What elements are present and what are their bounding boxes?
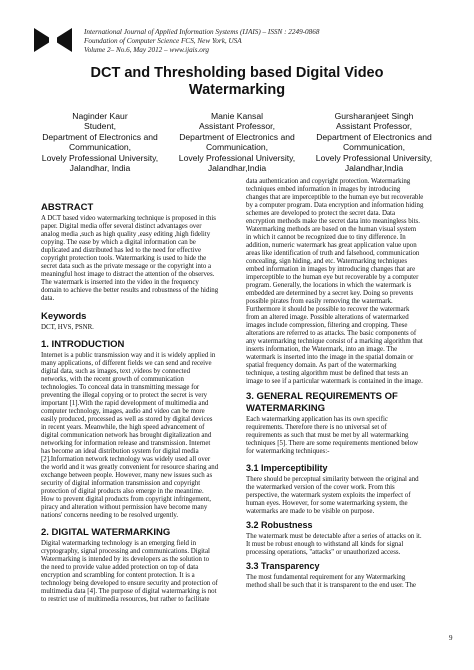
text-line: duplicated and distributed has led to the need for effective [41, 247, 202, 254]
abstract-text [41, 215, 235, 303]
robustness-heading: 3.2 Robustness [246, 520, 313, 530]
introduction-text [41, 352, 235, 520]
text-line: analog media ,such as high quality ,easy editing ,high fidelity [41, 231, 211, 238]
text-line: easily produced, processed as well as stored by digital devices [41, 416, 213, 423]
text-line: There should be perceptual similarity between the original and [246, 476, 419, 483]
right-column [246, 178, 439, 590]
text-line: Watermarking is intended by its developers as the solution to [41, 556, 210, 563]
text-line: The most fundamental requirement for any Watermarking [246, 574, 406, 581]
text-line: computer technology, images, audio and video can be more [41, 408, 205, 415]
journal-header [84, 28, 319, 55]
text-line: networks, with the recent growth of communication [41, 376, 184, 383]
text-line: cryptography, signal processing and communications. Digital [41, 548, 210, 555]
text-line: data. [41, 295, 55, 302]
text-line: for watermarking techniques:- [246, 448, 330, 455]
text-line: security of digital information transmission and copyright [41, 480, 201, 487]
author-affiliation: Lovely Professional University, [178, 152, 296, 163]
left-column [41, 202, 235, 604]
page-number: 9 [449, 634, 453, 642]
text-line: changes that are imperceptible to the human eye but recoverable [246, 194, 424, 201]
author-name: Gursharanjeet Singh [334, 111, 414, 121]
digital-watermarking-text [41, 540, 235, 604]
text-line: A DCT based video watermarking technique is proposed in this [41, 215, 216, 222]
text-line: watermark is inserted into the image in the spatial domain or [246, 354, 414, 361]
text-line: protection of digital products also emerge in the meantime. [41, 488, 204, 495]
text-line: embed information in images by introducing changes that are [246, 266, 416, 273]
text-line: many applications, of different fields we can send and receive [41, 360, 212, 367]
introduction-heading: 1. INTRODUCTION [41, 339, 125, 350]
text-line: technologies. To conceal data in transmitting message for [41, 384, 200, 391]
text-line: requirements. Therefore there is no universal set of [246, 424, 387, 431]
text-line: Watermarking methods are based on the human visual system [246, 226, 417, 233]
text-line: requirements as such that must be met by all watermarking [246, 432, 409, 439]
watermarking-continued-text [246, 178, 439, 386]
text-line: It must be robust enough to withstand all kinds for signal [246, 541, 404, 548]
text-line: techniques embed information in images by introducing [246, 186, 401, 193]
text-line: encryption and scrambling for content protection. It is a [41, 572, 195, 579]
text-line: Each watermarking application has its own specific [246, 416, 388, 423]
text-line: nations' concerns needing to be resolved urgently. [41, 512, 179, 519]
text-line: digital communication network has brought digitalization and [41, 432, 212, 439]
text-line: piracy and alteration without permission have become many [41, 504, 208, 511]
text-line: schemes are developed to protect the secret data. Data [246, 210, 396, 217]
text-line: the watermarked version of the cover work. From this [246, 484, 395, 491]
journal-publisher: Foundation of Computer Science FCS, New York, USA [84, 37, 242, 45]
journal-name: International Journal of Applied Information Systems (IJAIS) – ISSN : 2249-0868 [84, 28, 320, 36]
text-line: to restrict use of multimedia resources, but rather to facilitate [41, 596, 210, 603]
digital-watermarking-heading: 2. DIGITAL WATERMARKING [41, 527, 171, 538]
text-line: imperceptible to the human eye but recoverable by a computer [246, 274, 419, 281]
text-line: preventing the illegal copying or to protect the secret is very [41, 392, 208, 399]
general-requirements-text [246, 416, 439, 456]
author-block: Gursharanjeet Singh Assistant Professor, Department of Electronics and Communication, Lovely Professional University, Jalandhar,India [304, 111, 444, 173]
text-line: perspective, the watermark system exploits the imperfect of [246, 492, 411, 499]
text-line: method shall be such that it is transparent to the end user. The [246, 582, 416, 589]
text-line: important [1].With the rapid development of multimedia and [41, 400, 209, 407]
text-line: domain to achieve the better results and robustness of the hiding [41, 287, 219, 294]
author-role: Student, [83, 121, 116, 132]
text-line: images include compression, filtering and cropping. These [246, 322, 408, 329]
text-line: alterations are referred to as attacks. The basic components of [246, 330, 417, 337]
keywords-text: DCT, HVS, PSNR. [41, 324, 94, 331]
author-name: Manie Kansal [210, 111, 264, 121]
paper-title: DCT and Thresholding based Digital Video Watermarking [90, 65, 384, 98]
text-line: techniques [5]. There are some requirements mentioned below [246, 440, 419, 447]
journal-logo [34, 28, 72, 52]
text-line: [2].Information network technology was widely used all over [41, 456, 211, 463]
text-line: areas like identification of truth and falsehood, communication [246, 250, 420, 257]
author-block: Naginder Kaur Student, Department of Electronics and Communication, Lovely Professional University, Jalandhar, India [30, 111, 170, 173]
journal-volume: Volume 2– No.6, May 2012 – www.ijais.org [84, 46, 209, 54]
text-line: has become an ideal distribution system for digital media [41, 448, 199, 455]
text-line: program. Generally, the locations in which the watermark is [246, 282, 412, 289]
text-line: encryption methods make the secret data into meaningless bits. [246, 218, 420, 225]
text-line: in recent years. Meanwhile, the high speed advancement of [41, 424, 205, 431]
text-line: from an altered image. Possible alterations of watermarked [246, 314, 409, 321]
text-line: addition, numeric watermark has great application value upon [246, 242, 417, 249]
text-line: human eyes. However, for some watermarking system, the [246, 500, 408, 507]
author-block: Manie Kansal Assistant Professor, Department of Electronics and Communication, Lovely Professional University, Jalandhar,India [167, 111, 307, 173]
abstract-heading: ABSTRACT [41, 202, 94, 213]
transparency-text [246, 574, 439, 590]
text-line: paper. Digital media offer several distinct advantages over [41, 223, 202, 230]
text-line: The watermark is inserted into the video in the frequency [41, 279, 199, 286]
text-line: multimedia data [4]. The purpose of digital watermarking is not [41, 588, 217, 595]
text-line: any watermarking technique consist of a marking algorithm that [246, 338, 423, 345]
text-line: possible pirates from easily removing the watermark. [246, 298, 393, 305]
author-role: Assistant Professor, [336, 121, 412, 132]
text-line: technology being developed to ensure security and protection of [41, 580, 218, 587]
author-affiliation: Lovely Professional University, [41, 152, 159, 163]
author-role: Assistant Professor, [199, 121, 275, 132]
text-line: meaningful host image to distract the attention of the observes. [41, 271, 215, 278]
robustness-text [246, 533, 439, 557]
text-line: the world and it was greatly convenient for resource sharing and [41, 464, 219, 471]
text-line: exchange between people. However, many new issues such as [41, 472, 213, 479]
author-affiliation: Lovely Professional University, [315, 152, 433, 163]
text-line: data authentication and copyright protection. Watermarking [246, 178, 411, 185]
text-line: spatial frequency domain. As part of the watermarking [246, 362, 397, 369]
text-line: How to prevent digital products from copyright infringement, [41, 496, 211, 503]
imperceptibility-text [246, 476, 439, 516]
text-line: concealing, sign hiding, and etc. Watermarking techniques [246, 258, 408, 265]
text-line: networking for information release and transmission. Internet [41, 440, 211, 447]
text-line: technique, a testing algorithm must be defined that tests an [246, 370, 408, 377]
text-line: copying. The ease by which a digital information can be [41, 239, 196, 246]
text-line: secret data such as the private message or the copyright into a [41, 263, 212, 270]
text-line: Digital watermarking technology is an emerging field in [41, 540, 197, 547]
text-line: digital data, such as images, text ,videos by connected [41, 368, 191, 375]
text-line: Internet is a public transmission way and it is widely applied in [41, 352, 216, 359]
author-name: Naginder Kaur [72, 111, 128, 121]
keywords-heading: Keywords [41, 311, 87, 322]
text-line: processing operations, "attacks" or unauthorized access. [246, 549, 401, 556]
transparency-heading: 3.3 Transparency [246, 561, 320, 571]
text-line: Furthermore it should be possible to recover the watermark [246, 306, 410, 313]
text-line: inserts information, the Watermark, into an image. The [246, 346, 398, 353]
text-line: in which it cannot be recognized due to tiny difference. In [246, 234, 406, 241]
text-line: The watermark must be detectable after a series of attacks on it. [246, 533, 422, 540]
text-line: the need to provide value added protection on top of data [41, 564, 199, 571]
text-line: by a computer program. Data encryption and information hiding [246, 202, 424, 209]
imperceptibility-heading: 3.1 Imperceptibility [246, 463, 328, 473]
text-line: copyright protection tools. Watermarking is used to hide the [41, 255, 207, 262]
text-line: image to see if a particular watermark is contained in the image. [246, 378, 423, 385]
text-line: embedded are determined by a secret key. Doing so prevents [246, 290, 414, 297]
general-requirements-heading: 3. GENERAL REQUIREMENTS OF WATERMARKING [246, 391, 398, 414]
text-line: watermarks are made to be visible on purpose. [246, 508, 375, 515]
